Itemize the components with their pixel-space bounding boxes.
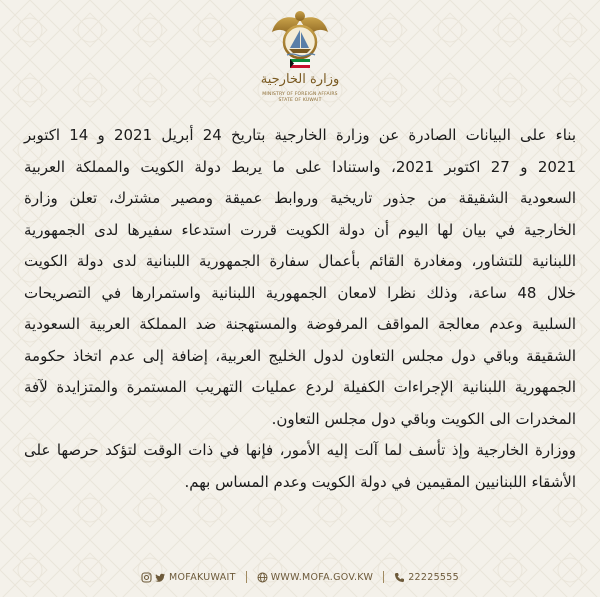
globe-icon bbox=[257, 572, 268, 583]
footer-divider bbox=[246, 571, 247, 583]
statement-line: الخارجية في بيان لها اليوم أن دولة الكويت قررت استدعاء سفيرها لدى الجمهورية bbox=[24, 220, 576, 239]
statement-line: السعودية الشقيقة من جذور تاريخية وروابط عميقة ومصير مشترك، تعلن وزارة bbox=[24, 189, 576, 207]
phone-text: 22225555 bbox=[408, 571, 459, 583]
footer-divider bbox=[383, 571, 384, 583]
statement-line: المخدرات الى الكويت وباقي دول مجلس التعاون. bbox=[271, 409, 576, 428]
statement-line: السلبية وعدم معالجة المواقف المرفوضة والمستهجنة ضد المملكة العربية السعودية bbox=[24, 315, 576, 333]
footer-contact-bar bbox=[0, 566, 600, 588]
ministry-name-arabic: وزارة الخارجية bbox=[260, 72, 340, 87]
statement-line: الشقيقة وباقي دول مجلس التعاون لدول الخليج العربية، إضافة إلى عدم اتخاذ حكومة bbox=[24, 346, 576, 365]
website-group[interactable] bbox=[257, 572, 373, 583]
ministry-name-english bbox=[240, 92, 360, 104]
statement-line: خلال 48 ساعة، وذلك نظرا لامعان الجمهورية اللبنانية واستمرارها في التصريحات bbox=[24, 283, 576, 302]
statement-line: الأشقاء اللبنانيين المقيمين في دولة الكويت وعدم المساس بهم. bbox=[184, 472, 576, 491]
phone-icon bbox=[394, 572, 405, 583]
statement-line: اللبنانية للتشاور، ومغادرة القائم بأعمال سفارة الجمهورية اللبنانية لدى دولة الكويت bbox=[24, 252, 576, 270]
statement-line: الجمهورية اللبنانية الإجراءات الكفيلة لردع عمليات التهريب المستمرة والمتزايدة لآفة bbox=[24, 378, 576, 396]
ministry-name-english-line2: STATE OF KUWAIT bbox=[278, 98, 322, 103]
phone-group[interactable] bbox=[394, 572, 459, 583]
social-handle-group[interactable] bbox=[141, 572, 236, 583]
statement-line: بناء على البيانات الصادرة عن وزارة الخارجية بتاريخ 24 أبريل 2021 و 14 اكتوبر bbox=[24, 126, 576, 144]
statement-line: ووزارة الخارجية وإذ تأسف لما آلت إليه الأمور، فإنها في ذات الوقت لتؤكد حرصها على bbox=[24, 441, 576, 459]
twitter-icon bbox=[155, 572, 166, 583]
statement-body bbox=[24, 120, 576, 498]
ministry-name-english-line1: MINISTRY OF FOREIGN AFFAIRS bbox=[262, 92, 338, 97]
statement-line: 2021 و 27 اكتوبر 2021، واستنادا على ما يربط دولة الكويت والمملكة العربية bbox=[24, 157, 576, 176]
website-text: WWW.MOFA.GOV.KW bbox=[270, 571, 374, 583]
instagram-icon bbox=[141, 572, 152, 583]
kuwait-emblem-logo bbox=[270, 6, 330, 76]
social-handle-text: MOFAKUWAIT bbox=[169, 571, 236, 583]
